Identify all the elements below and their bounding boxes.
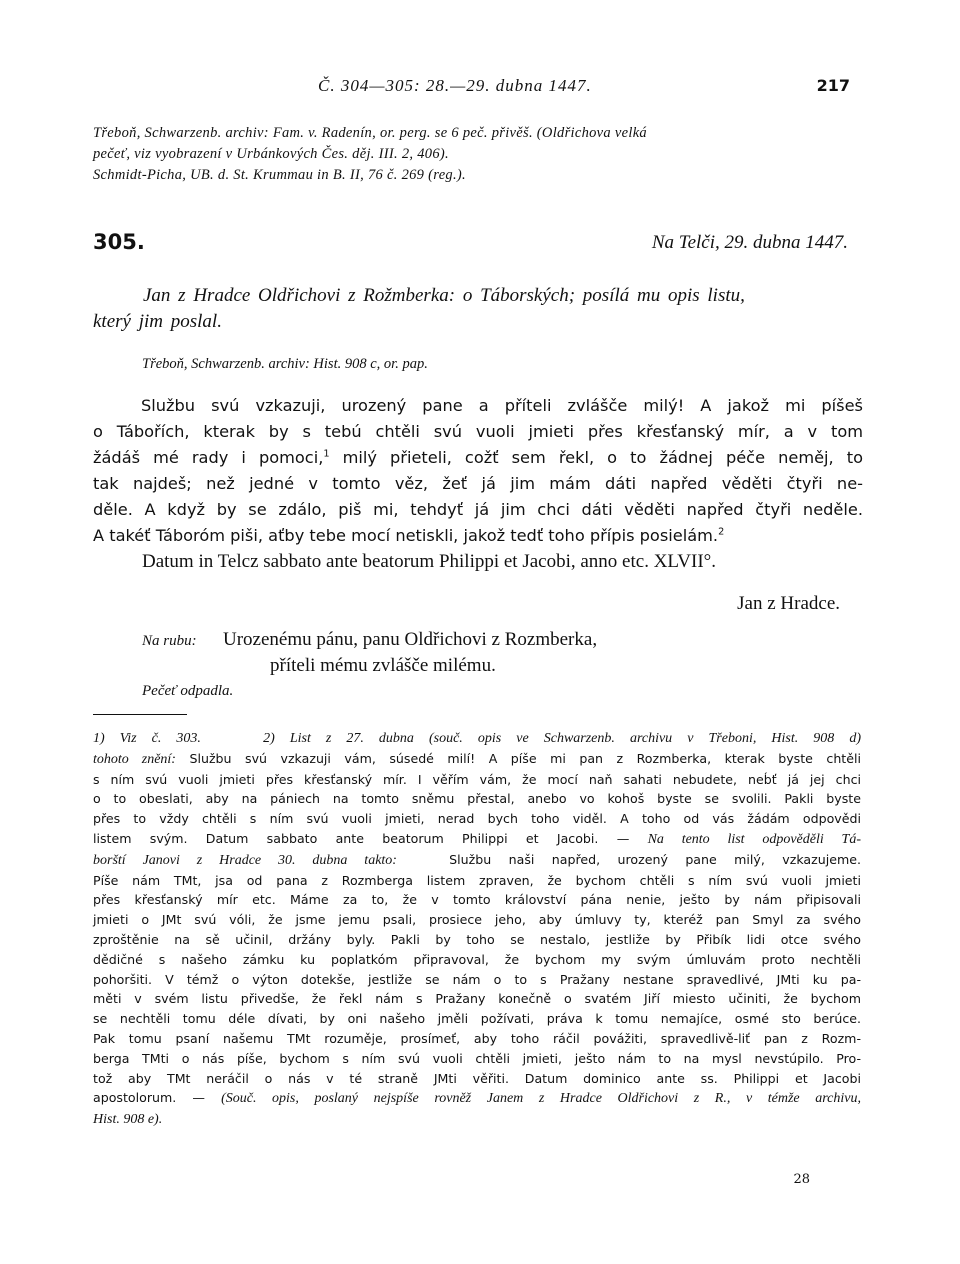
footnote-line: Píše nám TMt, jsa od pana z Rozmberga listem zpraven, že bychom chtěli s ním svú vuoli jmieti <box>93 872 861 888</box>
footnote-line <box>93 749 861 770</box>
footnote-line: tož aby TMt neráčil o nás v té straně JMti věřiti. Datum dominico ante ss. Philippi et Jacobi <box>93 1070 861 1086</box>
footnote-line: jmieti o JMt svú vóli, že jsme jemu psali, prosiece jeho, aby úmluvy ty, kteréž pan Smyl za svého <box>93 912 861 928</box>
footnote-line <box>93 1088 861 1109</box>
text-line: děle. A když by se zdálo, piš mi, tehdyť já jim chci dáti věděti napřed čtyři neděle. <box>93 500 863 519</box>
footnote-italic: Na tento list odpověděli Tá- <box>647 831 861 847</box>
text-line <box>93 445 863 471</box>
footnote-line: zproštěnie na sě učinil, držány byly. Pakli by toho se nestalo, jestliže by Přibík lidi otce svého <box>93 931 861 947</box>
text-line: o Tábořích, kterak by s tebú chtěli svú vuoli jmieti přes křesťanský mír, a v tom <box>93 422 863 441</box>
text-line-part: A takéť Táboróm piši, aťby tebe mocí netiskli, jakož tedť toho přípis posielám. <box>93 526 719 545</box>
regest-line: který jim poslal. <box>93 311 222 332</box>
source-line: Třeboň, Schwarzenb. archiv: Fam. v. Radenín, or. perg. se 6 peč. přivěš. (Oldřichova velká <box>93 125 647 141</box>
footnote-text: apostolorum. — <box>93 1090 205 1106</box>
footnote-line: přes křesťanský mír etc. Máme za to, že v tomto království pána nenie, ješto by nám připisovali <box>93 892 861 908</box>
regest-line: Jan z Hradce Oldřichovi z Rožmberka: o Táborských; posílá mu opis listu, <box>143 285 745 306</box>
footnote-italic: (Souč. opis, poslaný nejspíše rovněž Janem z Hradce Oldřichovi z R., v témže archivu, <box>221 1091 861 1107</box>
address-label: Na rubu: <box>142 633 197 649</box>
footnote-text: Službu naši napřed, urozený pane milý, vzkazujeme. <box>449 851 861 867</box>
source-line: Schmidt-Picha, UB. d. St. Krummau in B. II, 76 č. 269 (reg.). <box>93 167 466 183</box>
text-line-part: milý přieteli, cožť sem řekl, o to žádnej péče neměj, to <box>329 448 863 467</box>
footnote-italic: Hist. 908 e). <box>93 1112 163 1128</box>
sheet-number: 28 <box>793 1172 810 1187</box>
footnote-divider <box>93 714 187 715</box>
page-number: 217 <box>816 76 850 95</box>
footnote-line <box>93 1109 861 1130</box>
source-block <box>93 123 853 186</box>
address-line: příteli mému zvlášče milému. <box>270 655 496 676</box>
footnote-line: s ním svú vuoli jmieti přes křesťanský mír. I věřím vám, že mocí naň sahati nebudete, neb́ť já jej chci <box>93 771 861 787</box>
latin-dating: Datum in Telcz sabbato ante beatorum Philippi et Jacobi, anno etc. XLVII°. <box>142 551 717 572</box>
source-line: pečeť, viz vyobrazení v Urbánkových Čes. děj. III. 2, 406). <box>93 146 449 162</box>
footnote-mark[interactable]: 1 <box>323 448 330 460</box>
footnote-mark[interactable]: 2 <box>718 526 725 538</box>
footnote-line: Pak tomu psaní našemu TMt rozuměje, prosímeť, aby toho ráčil povážiti, spravedlivě-liť pan z Rozm- <box>93 1030 861 1046</box>
footnote-line <box>93 850 861 871</box>
footnote-ref: 2) List z 27. dubna (souč. opis ve Schwarzenb. archivu v Třeboni, Hist. 908 d) <box>263 731 861 746</box>
footnote-line: se nechtěli tomu déle dívati, by oni našeho jměli požívati, práva k tomu nemajíce, osmé sto berúce. <box>93 1011 861 1027</box>
footnote-line <box>93 829 861 850</box>
document-number: 305. <box>93 230 145 254</box>
text-line: tak najdeš; než jedné v tomto věz, žeť já jim mám dáti napřed věděti čtyři ne- <box>93 474 863 493</box>
footnote-line: dědičné s našeho zámku ku poplatkóm připravoval, že bychom my svým úmluvám proto nechtěli <box>93 951 861 967</box>
running-head: Č. 304—305: 28.—29. dubna 1447. <box>318 76 592 95</box>
regest <box>93 283 863 335</box>
footnote-line: o to obeslati, aby na pániech na tomto sněmu přestal, anebo vo kohoš byste se svolili. Pakli byste <box>93 791 861 807</box>
address <box>223 627 597 679</box>
archive-note: Třeboň, Schwarzenb. archiv: Hist. 908 c, or. pap. <box>142 356 428 372</box>
signature: Jan z Hradce. <box>737 593 840 614</box>
text-line: Službu svú vzkazuji, urozený pane a příteli zvlášče milý! A jakož mi píšeš <box>141 396 863 415</box>
footnotes <box>93 728 861 1130</box>
footnote-line: přes to vždy chtěli s ním svú vuoli jmieti, nerad bych toho viděl. A toho od vás žádám odpovědi <box>93 811 861 827</box>
footnote-line: pohoršiti. V témž o výton dotekše, jestliže se nám o to s Pražany nestane spravedlivé, JMti ku pa- <box>93 971 861 987</box>
seal-note: Pečeť odpadla. <box>142 683 234 699</box>
text-line-part: žádáš mé rady i pomoci, <box>93 448 324 467</box>
text-line <box>93 523 863 549</box>
footnote-italic: borští Janovi z Hradce 30. dubna takto: <box>93 852 397 868</box>
footnote-ref: 1) Viz č. 303. <box>93 731 201 746</box>
footnote-text: Službu svú vzkazuji vám, súsedé milí! A píše mi pan z Rozmberka, kterak byste chtěli <box>189 750 861 766</box>
address-line: Urozenému pánu, panu Oldřichovi z Rozmberka, <box>223 629 598 650</box>
footnote-italic: tohoto znění: <box>93 751 176 767</box>
footnote-line: berga TMti o nás píše, bychom s ním svú vuoli chtěli jmieti, ješto nám to na mysl nevstúpilo. Pro- <box>93 1050 861 1066</box>
main-text <box>93 393 863 549</box>
footnote-text: listem svým. Datum sabbato ante beatorum Philippi et Jacobi. — <box>93 830 630 846</box>
place-date: Na Telči, 29. dubna 1447. <box>651 232 848 253</box>
footnote-line <box>93 728 861 749</box>
footnote-line: měti v svém listu přivedše, že řekl nám s Pražany konečně o svatém Jiří miesto učiniti, že bychom <box>93 991 861 1007</box>
